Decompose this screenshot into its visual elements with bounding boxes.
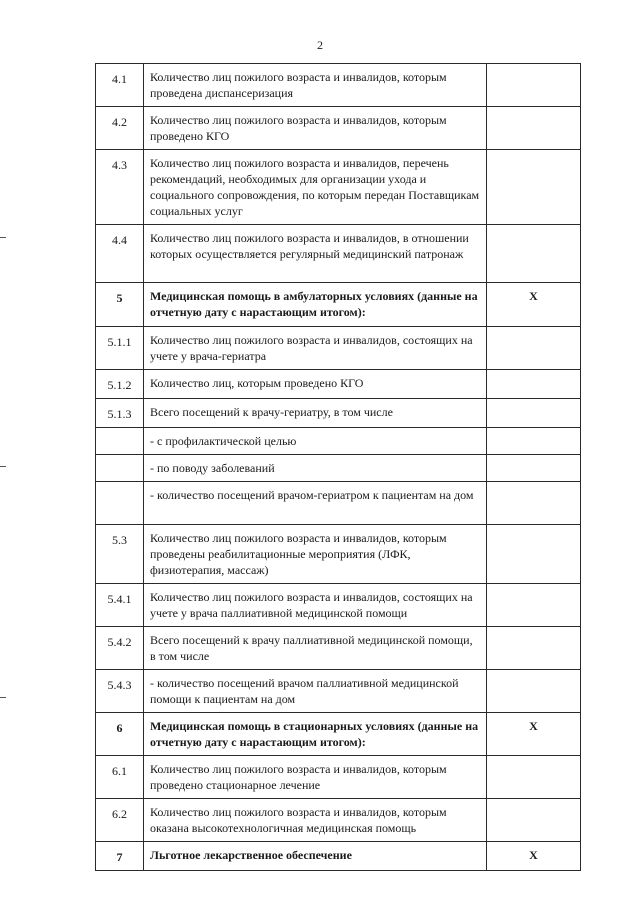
row-number: 5.4.1: [96, 584, 144, 627]
table-row: [96, 756, 581, 799]
row-value: [487, 799, 581, 842]
table-row: [96, 428, 581, 455]
row-text: Количество лиц пожилого возраста и инвалидов, которым оказана высокотехнологичная медицинская помощь: [144, 799, 487, 842]
row-number: [96, 428, 144, 455]
row-number: 4.2: [96, 107, 144, 150]
margin-tick-mark: [0, 697, 6, 698]
row-number: 5.1.3: [96, 399, 144, 428]
table-row: [96, 107, 581, 150]
row-value: X: [487, 842, 581, 871]
row-number: 5.1.2: [96, 370, 144, 399]
table-row: [96, 482, 581, 525]
row-value: [487, 64, 581, 107]
table-row: [96, 64, 581, 107]
row-value: [487, 584, 581, 627]
row-text: Всего посещений к врачу-гериатру, в том числе: [144, 399, 487, 428]
row-text: - количество посещений врачом-гериатром к пациентам на дом: [144, 482, 487, 525]
row-number: 5.1.1: [96, 327, 144, 370]
row-number: [96, 482, 144, 525]
table-row: [96, 399, 581, 428]
row-text: Льготное лекарственное обеспечение: [144, 842, 487, 871]
row-text: - по поводу заболеваний: [144, 455, 487, 482]
row-number: 5.4.2: [96, 627, 144, 670]
row-value: [487, 107, 581, 150]
row-value: [487, 455, 581, 482]
table-row: [96, 584, 581, 627]
row-number: 4.1: [96, 64, 144, 107]
table-row: [96, 150, 581, 225]
table-row: [96, 670, 581, 713]
row-text: Всего посещений к врачу паллиативной медицинской помощи, в том числе: [144, 627, 487, 670]
row-number: 6.1: [96, 756, 144, 799]
row-value: [487, 627, 581, 670]
row-text: Количество лиц пожилого возраста и инвалидов, которым проведена диспансеризация: [144, 64, 487, 107]
section-row: [96, 283, 581, 327]
section-row: [96, 842, 581, 871]
row-number: 6.2: [96, 799, 144, 842]
row-value: [487, 150, 581, 225]
row-value: [487, 756, 581, 799]
margin-tick-mark: [0, 466, 6, 467]
row-value: [487, 327, 581, 370]
table-row: [96, 799, 581, 842]
row-number: 5.3: [96, 525, 144, 584]
row-text: - количество посещений врачом паллиативной медицинской помощи к пациентам на дом: [144, 670, 487, 713]
section-row: [96, 713, 581, 756]
row-text: Количество лиц пожилого возраста и инвалидов, в отношении которых осуществляется регулярный медицинский патронаж: [144, 225, 487, 283]
row-text: Количество лиц, которым проведено КГО: [144, 370, 487, 399]
row-text: Количество лиц пожилого возраста и инвалидов, которым проведено КГО: [144, 107, 487, 150]
row-number: 5: [96, 283, 144, 327]
row-text: Количество лиц пожилого возраста и инвалидов, перечень рекомендаций, необходимых для организации ухода и социального сопровождения, по которым передан Поставщикам социальных услуг: [144, 150, 487, 225]
row-value: X: [487, 283, 581, 327]
table-row: [96, 327, 581, 370]
row-number: 5.4.3: [96, 670, 144, 713]
row-number: 4.4: [96, 225, 144, 283]
table-row: [96, 370, 581, 399]
row-value: [487, 670, 581, 713]
row-value: [487, 428, 581, 455]
row-value: [487, 370, 581, 399]
report-table: [95, 63, 581, 871]
row-value: [487, 482, 581, 525]
row-value: [487, 225, 581, 283]
row-value: [487, 399, 581, 428]
table-row: [96, 525, 581, 584]
row-text: Медицинская помощь в стационарных условиях (данные на отчетную дату с нарастающим итогом):: [144, 713, 487, 756]
row-number: [96, 455, 144, 482]
row-text: Количество лиц пожилого возраста и инвалидов, состоящих на учете у врача паллиативной медицинской помощи: [144, 584, 487, 627]
row-value: X: [487, 713, 581, 756]
margin-tick-mark: [0, 237, 6, 238]
row-text: Количество лиц пожилого возраста и инвалидов, которым проведены реабилитационные мероприятия (ЛФК, физиотерапия, массаж): [144, 525, 487, 584]
page-number: 2: [317, 38, 323, 52]
row-text: Количество лиц пожилого возраста и инвалидов, которым проведено стационарное лечение: [144, 756, 487, 799]
row-number: 6: [96, 713, 144, 756]
row-text: Медицинская помощь в амбулаторных условиях (данные на отчетную дату с нарастающим итогом):: [144, 283, 487, 327]
table-row: [96, 627, 581, 670]
table-row: [96, 225, 581, 283]
table-row: [96, 455, 581, 482]
row-number: 7: [96, 842, 144, 871]
row-number: 4.3: [96, 150, 144, 225]
row-text: - с профилактической целью: [144, 428, 487, 455]
row-value: [487, 525, 581, 584]
row-text: Количество лиц пожилого возраста и инвалидов, состоящих на учете у врача-гериатра: [144, 327, 487, 370]
